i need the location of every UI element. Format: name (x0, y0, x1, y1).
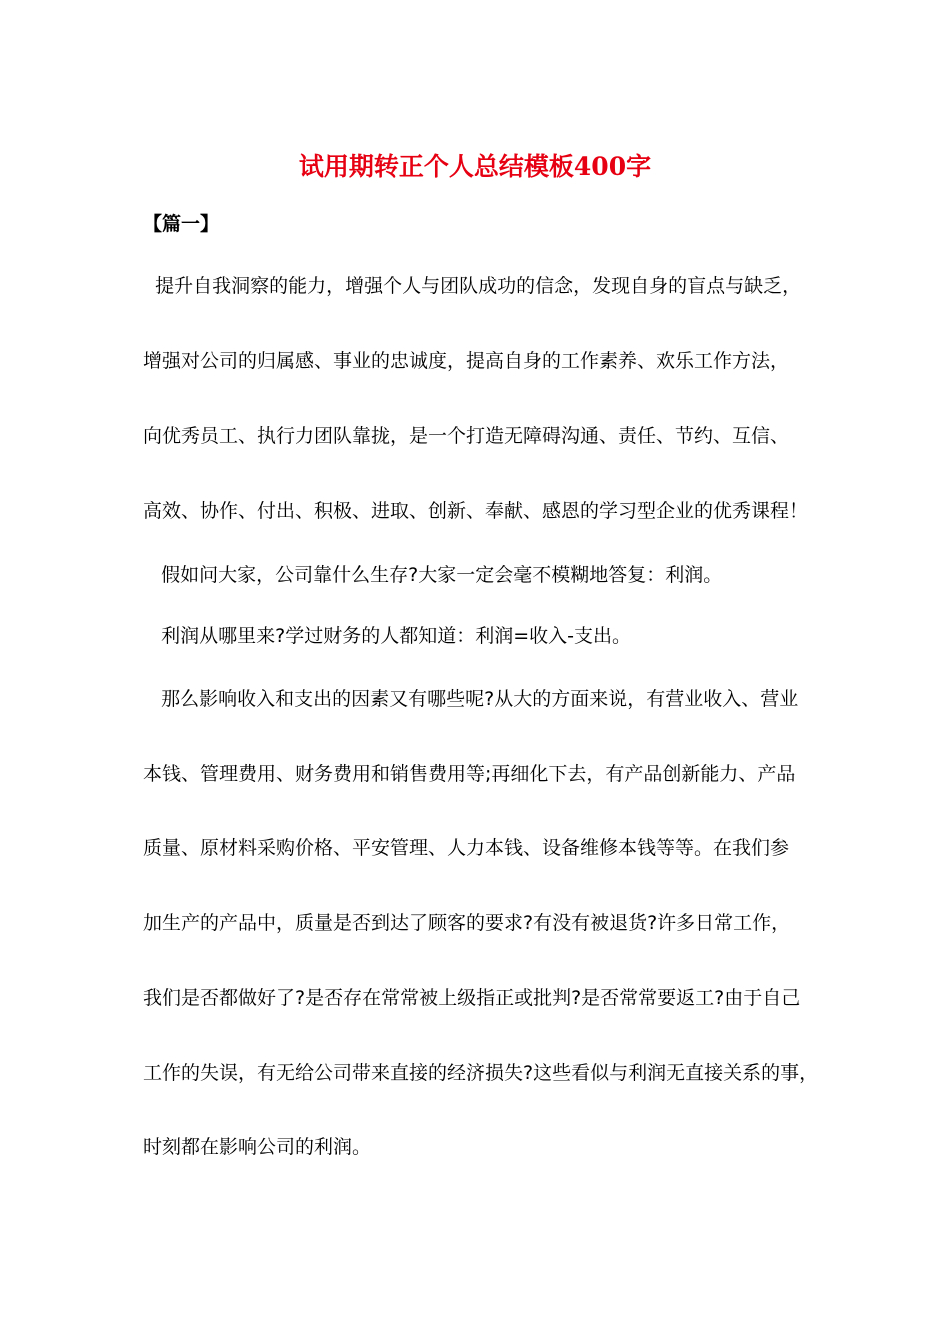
body-line: 工作的失误，有无给公司带来直接的经济损失?这些看似与利润无直接关系的事， (143, 1062, 819, 1084)
document-title: 试用期转正个人总结模板400字 (298, 152, 652, 181)
body-line: 增强对公司的归属感、事业的忠诚度，提高自身的工作素养、欢乐工作方法， (143, 350, 790, 372)
section-label: 【篇一】 (143, 213, 220, 235)
body-line: 我们是否都做好了?是否存在常常被上级指正或批判?是否常常要返工?由于自己 (143, 987, 801, 1009)
body-line: 提升自我洞察的能力，增强个人与团队成功的信念，发现自身的盲点与缺乏， (143, 275, 802, 297)
body-line: 利润从哪里来?学过财务的人都知道：利润=收入-支出。 (143, 625, 631, 647)
body-line: 时刻都在影响公司的利润。 (143, 1136, 372, 1158)
body-line: 本钱、管理费用、财务费用和销售费用等;再细化下去，有产品创新能力、产品 (143, 763, 796, 785)
body-line: 假如问大家，公司靠什么生存?大家一定会毫不模糊地答复：利润。 (143, 564, 723, 586)
body-line: 高效、协作、付出、积极、进取、创新、奉献、感恩的学习型企业的优秀课程！ (143, 500, 809, 522)
body-line: 向优秀员工、执行力团队靠拢，是一个打造无障碍沟通、责任、节约、互信、 (143, 425, 790, 447)
body-line: 那么影响收入和支出的因素又有哪些呢?从大的方面来说，有营业收入、营业 (143, 688, 799, 710)
body-line: 加生产的产品中，质量是否到达了顾客的要求?有没有被退货?许多日常工作， (143, 912, 791, 934)
body-line: 质量、原材料采购价格、平安管理、人力本钱、设备维修本钱等等。在我们参 (143, 837, 790, 859)
